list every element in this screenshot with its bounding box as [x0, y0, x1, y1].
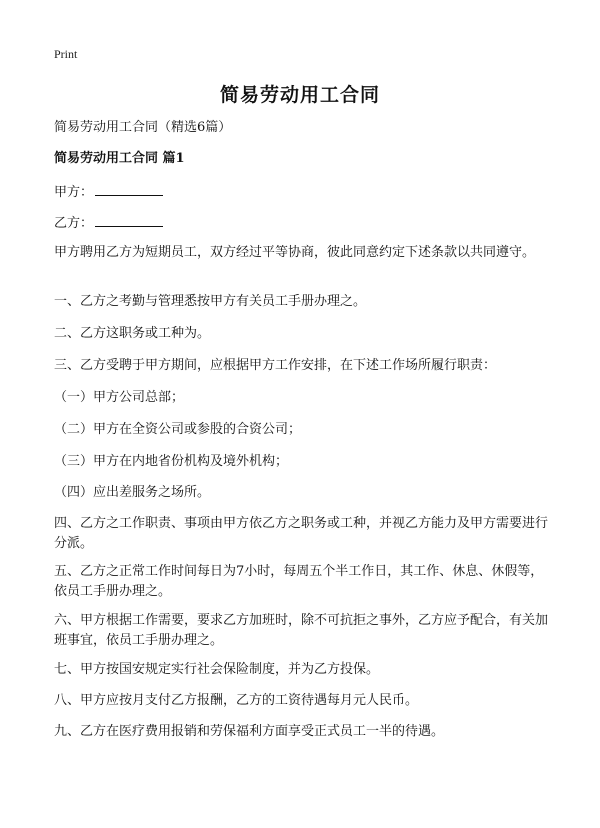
section-heading: 简易劳动用工合同 篇1 — [54, 151, 185, 166]
party-b-blank — [95, 212, 163, 227]
clause-7: 七、甲方按国安规定实行社会保险制度，并为乙方投保。 — [54, 662, 380, 677]
clause-1: 一、乙方之考勤与管理悉按甲方有关员工手册办理之。 — [54, 294, 367, 309]
clause-4: 四、乙方之工作职责、事项由甲方依乙方之职务或工种，并视乙方能力及甲方需要进行分派。 — [54, 516, 549, 551]
clause-3: 三、乙方受聘于甲方期间，应根据甲方工作安排，在下述工作场所履行职责： — [54, 358, 497, 373]
document-title: 简易劳动用工合同 — [219, 84, 380, 106]
party-a-line — [54, 181, 554, 203]
place-3: （三）甲方在内地省份机构及境外机构； — [54, 454, 289, 469]
party-b-line — [54, 212, 554, 234]
clause-5: 五、乙方之正常工作时间每日为7小时，每周五个半工作日，其工作、休息、休假等，依员工手册办理之。 — [54, 564, 544, 599]
clause-9: 九、乙方在医疗费用报销和劳保福利方面享受正式员工一半的待遇。 — [54, 724, 445, 739]
clause-6: 六、甲方根据工作需要，要求乙方加班时，除不可抗拒之事外，乙方应予配合，有关加班事宜，依员工手册办理之。 — [54, 613, 549, 648]
party-b-label: 乙方： — [54, 216, 94, 231]
party-a-label: 甲方： — [54, 185, 94, 200]
clause-8: 八、甲方应按月支付乙方报酬，乙方的工资待遇每月元人民币。 — [54, 693, 419, 708]
document-subtitle: 简易劳动用工合同（精选6篇） — [54, 120, 232, 135]
intro-paragraph: 甲方聘用乙方为短期员工，双方经过平等协商，彼此同意约定下述条款以共同遵守。 — [54, 245, 536, 260]
place-1: （一）甲方公司总部； — [54, 390, 185, 405]
print-link[interactable]: Print — [54, 47, 78, 61]
place-4: （四）应出差服务之场所。 — [54, 485, 211, 500]
place-2: （二）甲方在全资公司或参股的合资公司； — [54, 422, 302, 437]
clause-2: 二、乙方这职务或工种为。 — [54, 326, 211, 341]
party-a-blank — [95, 181, 163, 196]
